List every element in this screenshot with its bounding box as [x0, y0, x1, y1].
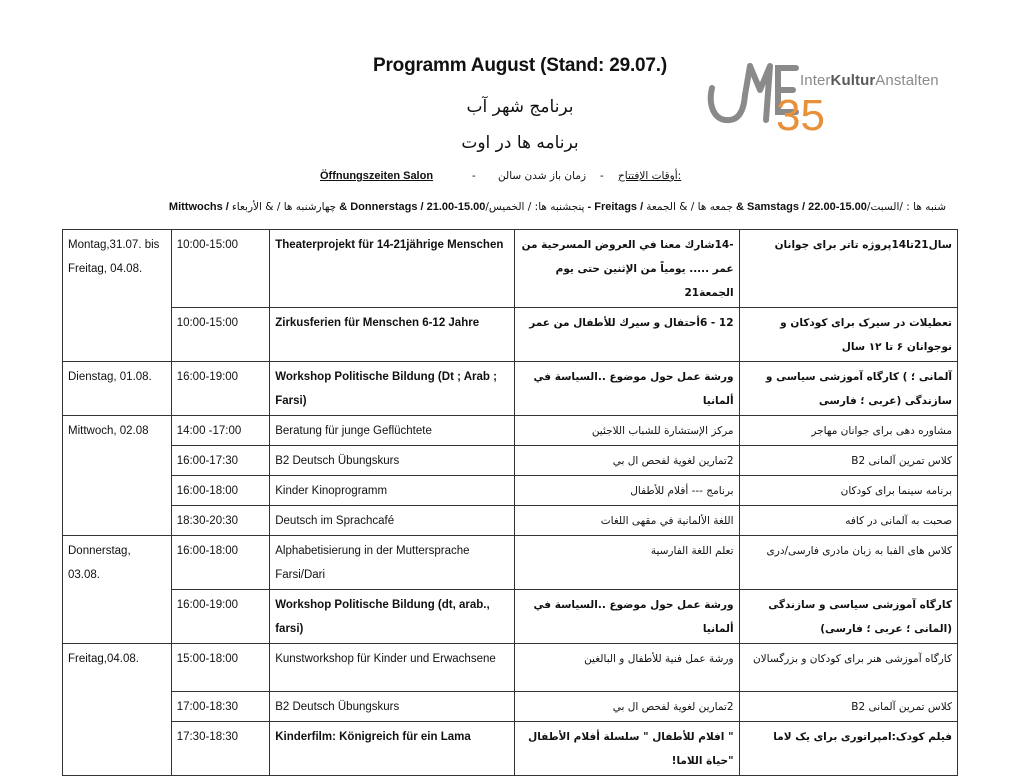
time-cell: 14:00 -17:00: [171, 416, 270, 446]
logo-number: 35: [776, 91, 825, 140]
arabic-cell: 12 - 6أحتفال و سيرك للأطفال من عمر: [515, 308, 740, 362]
farsi-cell: آلمانی ؛ ) کارگاه آموزشی سیاسی و سازندگی (عربی ؛ فارسی: [739, 362, 957, 416]
days-fa2: پنجشنبه ها: /: [524, 201, 585, 213]
table-row: [63, 230, 958, 308]
arabic-cell: تعلم اللغة الفارسية: [515, 536, 740, 590]
farsi-cell: کلاس های الفبا به زبان مادری فارسی/دری: [739, 536, 957, 590]
farsi-cell: برنامه سینما برای کودکان: [739, 476, 957, 506]
time-cell: 15:00-18:00: [171, 644, 270, 692]
table-row: [63, 506, 958, 536]
days-ar1: & الأربعاء: [231, 201, 274, 213]
time-cell: 16:00-19:00: [171, 362, 270, 416]
table-row: [63, 644, 958, 692]
logo-kultur: Kultur: [830, 72, 876, 89]
farsi-cell: صحبت به آلمانی در کافه: [739, 506, 957, 536]
farsi-cell: مشاوره دهی برای جوانان مهاجر: [739, 416, 957, 446]
arabic-cell: " افلام للأطفال " سلسلة أفلام الأطفال "حياة اللاما!: [515, 722, 740, 776]
german-cell: Deutsch im Sprachcafé: [270, 506, 515, 536]
german-cell: Alphabetisierung in der Muttersprache Farsi/Dari: [270, 536, 515, 590]
days-fa3: جمعه ها /: [687, 201, 733, 213]
arabic-cell: اللغة الألمانية في مقهى اللغات: [515, 506, 740, 536]
table-row: [63, 692, 958, 722]
program-table: [62, 229, 958, 776]
arabic-cell: 2تمارين لغوية لفحص ال بي: [515, 446, 740, 476]
opening-label-de: Öffnungszeiten Salon: [320, 170, 434, 182]
dash: -: [472, 170, 476, 182]
farsi-cell: کارگاه آموزشی هنر برای کودکان و بزرگسالان: [739, 644, 957, 692]
day-cell: Mittwoch, 02.08: [63, 416, 172, 536]
farsi-cell: کلاس تمرین آلمانی B2: [739, 446, 957, 476]
german-cell: Kinder Kinoprogramm: [270, 476, 515, 506]
opening-label-ar: أوقات الإفتتاح:: [618, 170, 682, 182]
farsi-cell: فیلم کودک:امپراتوری برای یک لاما: [739, 722, 957, 776]
days-fa4: شنبه ها : /: [899, 201, 946, 213]
german-cell: B2 Deutsch Übungskurs: [270, 692, 515, 722]
dash: -: [600, 170, 604, 182]
german-cell: Kunstworkshop für Kinder und Erwachsene: [270, 644, 515, 692]
days-times1: 15.00-21.00 - Freitags /: [426, 201, 644, 213]
arabic-cell: برنامج --- أفلام للأطفال: [515, 476, 740, 506]
time-cell: 17:30-18:30: [171, 722, 270, 776]
logo-wordmark: [800, 72, 939, 89]
days-donnerstags: & Donnerstags /: [339, 201, 424, 213]
page-title: Programm August (Stand: 29.07.): [373, 55, 667, 76]
days-samstags: & Samstags /: [736, 201, 806, 213]
opening-hours-line: [320, 170, 740, 182]
time-cell: 10:00-15:00: [171, 230, 270, 308]
time-cell: 16:00-18:00: [171, 536, 270, 590]
days-ar3: & الجمعة: [646, 201, 688, 213]
opening-label-fa: زمان باز شدن سالن: [498, 170, 587, 182]
time-cell: 16:00-19:00: [171, 590, 270, 644]
subtitle-farsi: برنامه ها در اوت: [461, 133, 579, 153]
farsi-cell: تعطیلات در سیرک برای کودکان و نوجوانان ۶ تا ۱۲ سال: [739, 308, 957, 362]
arabic-cell: -14شارك معنا في العروض المسرحية من عمر ..... يومياً من الإثنين حتى يوم الجمعة21: [515, 230, 740, 308]
time-cell: 17:00-18:30: [171, 692, 270, 722]
subtitle-arabic: برنامج شهر آب: [466, 97, 574, 117]
german-cell: B2 Deutsch Übungskurs: [270, 446, 515, 476]
time-cell: 16:00-18:00: [171, 476, 270, 506]
arabic-cell: مركز الإستشارة للشباب اللاجئين: [515, 416, 740, 446]
table-row: [63, 536, 958, 590]
me35-logo: [700, 50, 960, 145]
logo-anstalten: Anstalten: [875, 72, 939, 89]
table-row: [63, 476, 958, 506]
german-cell: Kinderfilm: Königreich für ein Lama: [270, 722, 515, 776]
days-fa1: چهارشنبه ها /: [273, 201, 337, 213]
days-times2: 15.00-22.00: [808, 201, 867, 213]
time-cell: 10:00-15:00: [171, 308, 270, 362]
table-row: [63, 722, 958, 776]
logo-inter: Inter: [800, 72, 831, 89]
arabic-cell: 2تمارين لغوية لفحص ال بي: [515, 692, 740, 722]
table-row: [63, 590, 958, 644]
farsi-cell: کلاس تمرین آلمانی B2: [739, 692, 957, 722]
farsi-cell: سال21تا14پروژه تاتر برای جوانان: [739, 230, 957, 308]
table-row: [63, 416, 958, 446]
time-cell: 18:30-20:30: [171, 506, 270, 536]
days-ar2: الخميس/: [485, 201, 525, 213]
german-cell: Workshop Politische Bildung (Dt ; Arab ; Farsi): [270, 362, 515, 416]
days-mittwochs: Mittwochs /: [168, 201, 229, 213]
german-cell: Beratung für junge Geflüchtete: [270, 416, 515, 446]
table-row: [63, 308, 958, 362]
opening-days-line: [126, 201, 946, 213]
german-cell: Theaterprojekt für 14-21jährige Menschen: [270, 230, 515, 308]
time-cell: 16:00-17:30: [171, 446, 270, 476]
day-cell: Freitag,04.08.: [63, 644, 172, 776]
day-cell: Montag,31.07. bis Freitag, 04.08.: [63, 230, 172, 362]
day-cell: Donnerstag, 03.08.: [63, 536, 172, 644]
days-ar4: السبت/: [866, 201, 900, 213]
arabic-cell: ورشة عمل حول موضوع ..السياسة في ألمانيا: [515, 362, 740, 416]
german-cell: Workshop Politische Bildung (dt, arab., farsi): [270, 590, 515, 644]
arabic-cell: ورشة عمل فنية للأطفال و البالغين: [515, 644, 740, 692]
table-row: [63, 446, 958, 476]
farsi-cell: کارگاه آموزشی سیاسی و سازندگی (المانی ؛ عربی ؛ فارسی): [739, 590, 957, 644]
arabic-cell: ورشة عمل حول موضوع ..السياسة في ألمانيا: [515, 590, 740, 644]
german-cell: Zirkusferien für Menschen 6-12 Jahre: [270, 308, 515, 362]
day-cell: Dienstag, 01.08.: [63, 362, 172, 416]
table-row: [63, 362, 958, 416]
